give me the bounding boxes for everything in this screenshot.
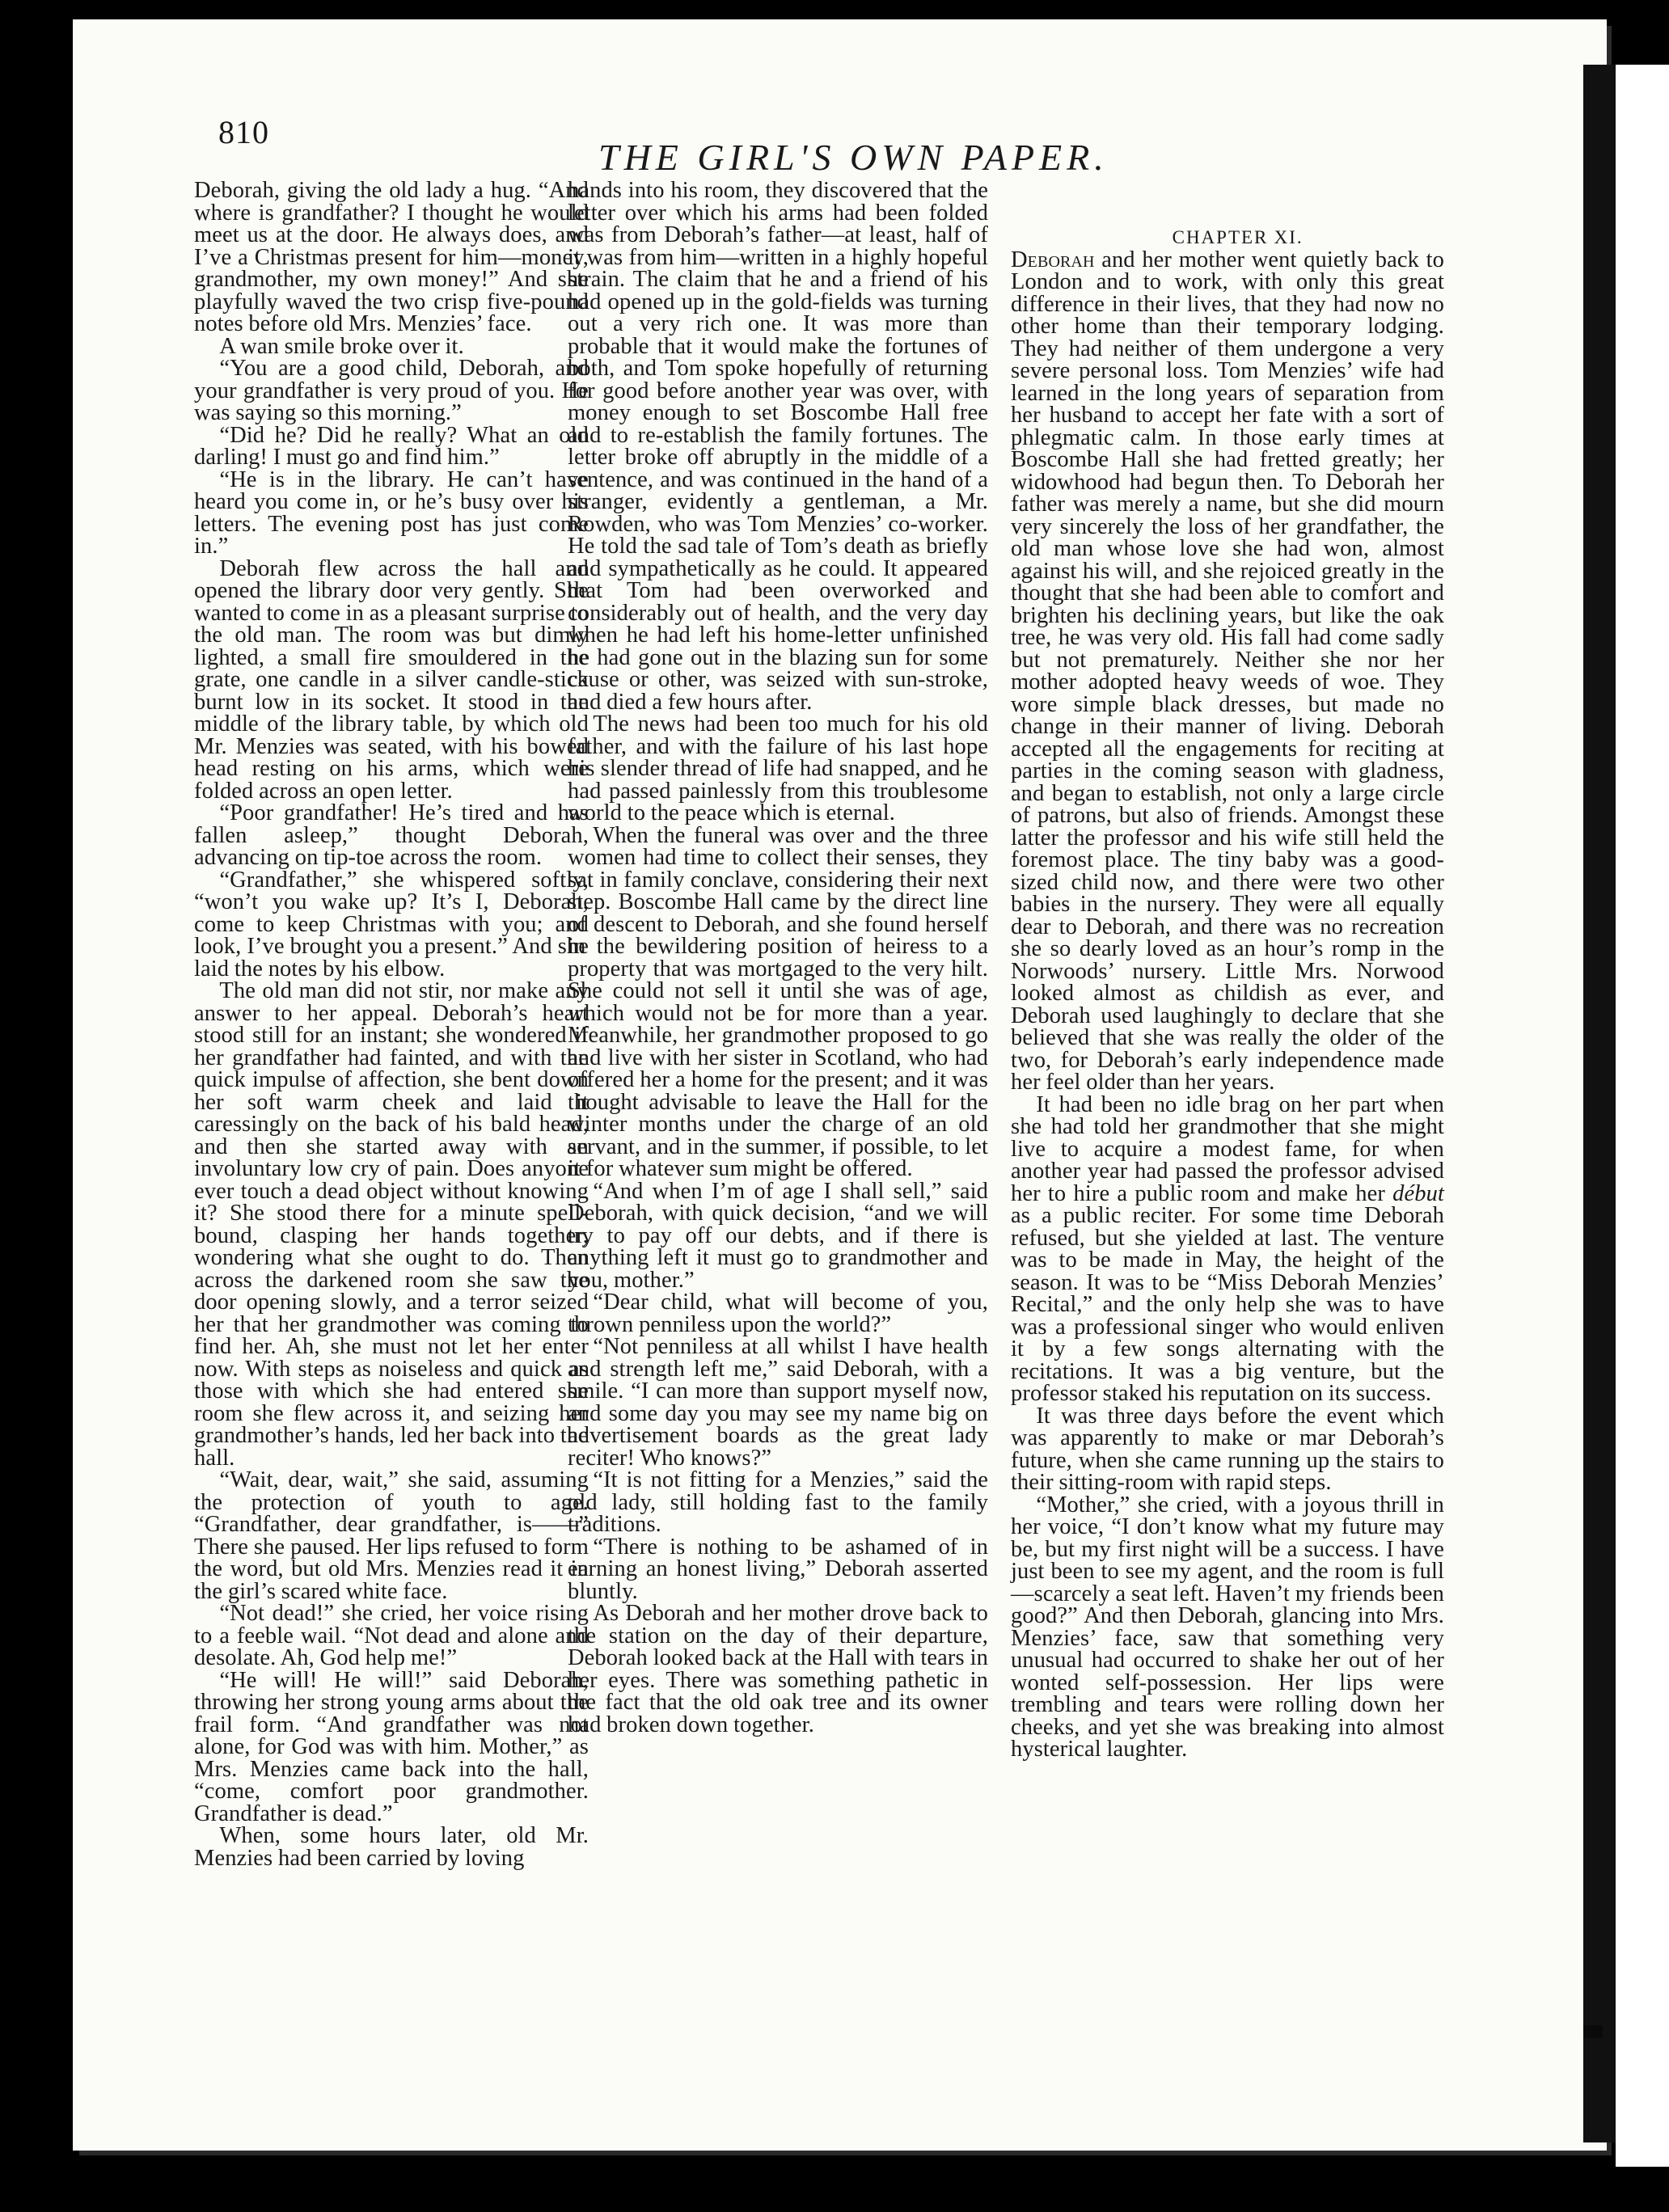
page-number: 810 [218, 114, 269, 150]
paragraph: When, some hours later, old Mr. Menzies had been carried by loving [194, 1823, 589, 1871]
paragraph: When the funeral was over and the three women had time to collect their senses, they sat in family conclave, considering their next step. Boscombe Hall came by the direct line of descent to Deborah, and she found herself in the bewildering position of heiress to a property that was mortgaged to the very hilt. She could not sell it until she was of age, which would not be for more than a year. Meanwhile, her grandmother proposed to go and live with her sister in Scotland, who had offered her a home for the present; and it was thought advisable to leave the Hall for the winter months under the charge of an old servant, and in the summer, if possible, to let it for whatever sum might be offered. [568, 822, 988, 1181]
paragraph: “He is in the library. He can’t have heard you come in, or he’s busy over his letters. The evening post has just come in.” [194, 466, 589, 559]
paragraph: “Did he? Did he really? What an old darling! I must go and find him.” [194, 422, 589, 470]
paragraph [1011, 249, 1444, 1094]
paragraph: “Dear child, what will become of you, thrown penniless upon the world?” [568, 1290, 988, 1337]
paragraph-text: and her mother went quietly back to London and to work, with only this great difference in their lives, that they had now no other home than their temporary lodging. They had neither of them undergone a very severe personal loss. Tom Menzies’ wife had learned in the long years of separation from her husband to accept her fate with a sort of phlegmatic calm. In those early times at Boscombe Hall she had fretted greatly; her widowhood had begun then. To Deborah her father was merely a name, but she did mourn very sincerely the loss of her grandfather, the old man whose love she had won, almost against his will, and she rejoiced greatly in the thought that she had been able to comfort and brighten his declining years, but like the oak tree, he was very old. His fall had come sadly but not prematurely. Neither she nor her mother adopted heavy weeds of woe. They wore simple black dresses, but made no change in their manner of living. Deborah accepted all the engagements for reciting at parties in the coming season with gladness, and began to establish, not only a large circle of patrons, but also of friends. Amongst these latter the professor and his wife still held the foremost place. The tiny baby was a good-sized child now, and there were two other babies in the nursery. They were all equally dear to Deborah, and there was no recreation she so dearly loved as an hour’s romp in the Norwoods’ nursery. Little Mrs. Norwood looked almost as childish as ever, and Deborah used laughingly to declare that she believed that she was really the older of the two, for Deborah’s early independence made her feel older than her years. [1011, 247, 1444, 1095]
paragraph [1011, 1091, 1444, 1406]
paragraph: “You are a good child, Deborah, and your grandfather is very proud of you. He was saying so this morning.” [194, 356, 589, 425]
paragraph-text: as a public reciter. For some time Deborah refused, but she yielded at last. The venture was to be made in May, the height of the season. It was to be “Miss Deborah Menzies’ Recital,” and the only help she was to have was a professional singer who would enliven it by a few songs alternating with the recitations. It was a big venture, but the professor staked his reputation on its success. [1011, 1203, 1444, 1406]
paragraph: “Mother,” she cried, with a joyous thrill in her voice, “I don’t know what my future may be, but my first night will be a success. I have just been to see my agent, and the room is full—scarcely a seat left. Haven’t my friends been good?” And then Deborah, glancing into Mrs. Menzies’ face, saw that something very unusual had occurred to shake her out of her wonted self-possession. Her lips were trembling and tears were rolling down her cheeks, and yet she was breaking into almost hysterical laughter. [1011, 1492, 1444, 1762]
paragraph: Deborah, giving the old lady a hug. “And where is grandfather? I thought he would meet us at the door. He always does, and I’ve a Christmas present for him—money, grandmother, my own money!” And she playfully waved the two crisp five-pound notes before old Mrs. Menzies’ face. [194, 178, 589, 336]
paragraph: A wan smile broke over it. [219, 333, 464, 359]
paragraph-text: It had been no idle brag on her part when she had told her grandmother that she might live to acquire a modest fame, for when another year had passed the professor advised her to hire a public room and make her [1011, 1091, 1444, 1206]
paragraph: It was three days before the event which was apparently to make or mar Deborah’s future, when she came running up the stairs to their sitting-room with rapid steps. [1011, 1403, 1444, 1495]
paragraph: “Not dead!” she cried, her voice rising to a feeble wail. “Not dead and alone and desolate. Ah, God help me!” [194, 1601, 589, 1670]
paragraph: The old man did not stir, nor make any answer to her appeal. Deborah’s heart stood still for an instant; she wondered if her grandfather had fainted, and with the quick impulse of affection, she bent down her soft warm cheek and laid it caressingly on the back of his bald head, and then she started away with an involuntary low cry of pain. Does anyone ever touch a dead object without knowing it? She stood there for a minute spell-bound, clasping her hands together, wondering what she ought to do. Then across the darkened room she saw the door opening slowly, and a terror seized her that her grandmother was coming to find her. Ah, she must not let her enter now. With steps as noiseless and quick as those with which she had entered she room she flew across it, and seizing her grandmother’s hands, led her back into the hall. [194, 978, 589, 1471]
next-page-edge [1616, 65, 1669, 2167]
paragraph: “It is not fitting for a Menzies,” said the old lady, still holding fast to the family traditions. [568, 1467, 988, 1537]
paragraph: “There is nothing to be ashamed of in earning an honest living,” Deborah asserted bluntly. [568, 1534, 988, 1604]
column-1 [194, 179, 589, 1869]
running-head: THE GIRL'S OWN PAPER. [598, 137, 1109, 178]
paragraph: Deborah flew across the hall and opened the library door very gently. She wanted to come in as a pleasant surprise to the old man. The room was but dimly lighted, a small fire smouldered in the grate, one candle in a silver candle-stick burnt low in its socket. It stood in the middle of the library table, by which old Mr. Menzies was seated, with his bowed head resting on his arms, which were folded across an open letter. [194, 555, 589, 804]
chapter-heading: CHAPTER XI. [1172, 227, 1304, 247]
paragraph: “And when I’m of age I shall sell,” said Deborah, with quick decision, “and we will try to pay off our debts, and if there is anything left it must go to grandmother and you, mother.” [568, 1178, 988, 1293]
binding-edge [1583, 65, 1616, 2142]
italic-word: début [1392, 1180, 1444, 1206]
paragraph: “He will! He will!” said Deborah, throwing her strong young arms about the frail form. “And grandfather was not alone, for God was with him. Mother,” as Mrs. Menzies came back into the hall, “come, comfort poor grandmother. Grandfather is dead.” [194, 1667, 589, 1826]
paragraph: The news had been too much for his old father, and with the failure of his last hope his slender thread of life had snapped, and he had passed painlessly from this troublesome world to the peace which is eternal. [568, 711, 988, 825]
paragraph: “Poor grandfather! He’s tired and has fallen asleep,” thought Deborah, advancing on tip-toe across the room. [194, 800, 589, 870]
edge-mark [1583, 2025, 1603, 2038]
column-3 [1011, 226, 1444, 1761]
paragraph: “Not penniless at all whilst I have health and strength left me,” said Deborah, with a smile. “I can more than support myself now, and some day you may see my name big on advertisement boards as the great lady reciter! Who knows?” [568, 1334, 988, 1471]
paragraph: “Wait, dear, wait,” she said, assuming the protection of youth to age. “Grandfather, dear grandfather, is——” There she paused. Her lips refused to form the word, but old Mrs. Menzies read it in the girl’s scared white face. [194, 1467, 589, 1604]
paragraph: hands into his room, they discovered that the letter over which his arms had been folded was from Deborah’s father—at least, half of it was from him—written in a highly hopeful strain. The claim that he and a friend of his had opened up in the gold-fields was turning out a very rich one. It was more than probable that it would make the fortunes of both, and Tom spoke hopefully of returning for good before another year was over, with money enough to set Boscombe Hall free and to re-establish the family fortunes. The letter broke off abruptly in the middle of a sentence, and was continued in the hand of a stranger, evidently a gentleman, a Mr. Rowden, who was Tom Menzies’ co-worker. He told the sad tale of Tom’s death as briefly and sympathetically as he could. It appeared that Tom had been overworked and considerably out of health, and the very day when he had left his home-letter unfinished he had gone out in the blazing sun for some cause or other, was seized with sun-stroke, and died a few hours after. [568, 178, 988, 715]
paragraph: “Grandfather,” she whispered softly, “won’t you wake up? It’s I, Deborah, come to keep Christmas with you; and look, I’ve brought you a present.” And she laid the notes by his elbow. [194, 867, 589, 981]
column-2 [568, 179, 988, 1736]
paragraph: As Deborah and her mother drove back to the station on the day of their departure, Deborah looked back at the Hall with tears in her eyes. There was something pathetic in the fact that the old oak tree and its owner had broken down together. [568, 1601, 988, 1737]
chapter-lead-word: Deborah [1011, 247, 1095, 272]
